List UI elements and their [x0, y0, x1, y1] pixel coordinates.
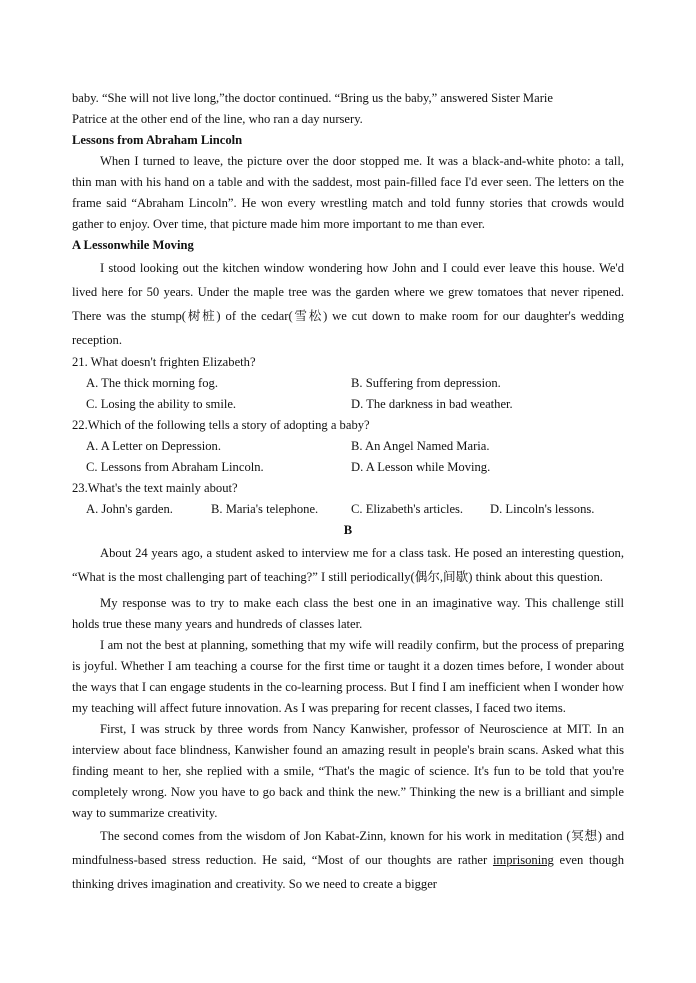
part-b-paragraph-5 [72, 824, 624, 896]
question-21-stem: 21. What doesn't frighten Elizabeth? [72, 355, 256, 369]
section-text-lincoln: When I turned to leave, the picture over the door stopped me. It was a black-and-white photo: a tall, thin man with his hand on a table and with the saddest, most pain-filled face I'd ever seen. The letters on the frame said “Abraham Lincoln”. He won every wrestling match and told funny stories that crowds would gather to enjoy. Over time, that picture made him more important to me than ever. [72, 154, 624, 231]
document-page [72, 88, 624, 896]
question-21-option-c: C. Losing the ability to smile. [86, 397, 237, 411]
question-21-option-b: B. Suffering from depression. [351, 376, 501, 390]
section-heading-lincoln: Lessons from Abraham Lincoln [72, 133, 243, 147]
intro-line-1: baby. “She will not live long,”the doctor continued. “Bring us the baby,” answered Sister Marie [72, 91, 554, 105]
question-23-options [72, 499, 624, 520]
section-heading-moving: A Lessonwhile Moving [72, 238, 194, 252]
intro-line-2: Patrice at the other end of the line, who ran a day nursery. [72, 112, 363, 126]
section-text-moving: I stood looking out the kitchen window wondering how John and I could ever leave this house. We'd lived here for 50 years. Under the maple tree was the garden where we grew tomatoes that never ripened. There was the stump(树桩) of the cedar(雪松) we cut down to make room for our daughter's wedding reception. [72, 261, 624, 347]
question-21-options-2 [72, 394, 624, 415]
question-22-options-2 [72, 457, 624, 478]
part-b-paragraph-5-start: The second comes from the wisdom of Jon Kabat-Zinn, known for his work in meditation (冥想) and mindfulness-based stress reduction. He said, “Most of our thoughts are rather [72, 829, 624, 867]
question-22-option-a: A. A Letter on Depression. [86, 439, 222, 453]
part-b-paragraph-5-end: even though thinking drives imagination and creativity. So we need to create a bigger [72, 853, 624, 891]
question-22-options [72, 436, 624, 457]
part-b-paragraph-2: My response was to try to make each class the best one in an imaginative way. This challenge still holds true these many years and hundreds of classes later. [72, 596, 624, 631]
question-22-option-c: C. Lessons from Abraham Lincoln. [86, 460, 264, 474]
question-23-stem: 23.What's the text mainly about? [72, 481, 238, 495]
question-21-option-d: D. The darkness in bad weather. [351, 397, 513, 411]
question-23-option-d: D. Lincoln's lessons. [490, 502, 595, 516]
part-b-label: B [343, 523, 353, 537]
question-23-option-b: B. Maria's telephone. [211, 502, 319, 516]
question-21-options [72, 373, 624, 394]
part-b-paragraph-1: About 24 years ago, a student asked to interview me for a class task. He posed an interesting question, “What is the most challenging part of teaching?” I still periodically(偶尔,间歇) think about this question. [72, 546, 624, 584]
question-23-option-a: A. John's garden. [86, 502, 173, 516]
question-22-option-d: D. A Lesson while Moving. [351, 460, 491, 474]
question-23-option-c: C. Elizabeth's articles. [351, 502, 464, 516]
underlined-word-imprisoning: imprisoning [492, 853, 554, 867]
part-b-paragraph-3: I am not the best at planning, something that my wife will readily confirm, but the process of preparing is joyful. Whether I am teaching a course for the first time or taught it a dozen times before, I wonder about the ways that I can engage students in the co-learning process. But I find I am inefficient when I wonder how my teaching will affect future innovation. As I was preparing for recent classes, I faced two items. [72, 638, 624, 715]
question-22-stem: 22.Which of the following tells a story of adopting a baby? [72, 418, 370, 432]
question-21-option-a: A. The thick morning fog. [86, 376, 218, 390]
part-b-paragraph-4: First, I was struck by three words from Nancy Kanwisher, professor of Neuroscience at MIT. In an interview about face blindness, Kanwisher found an amazing result in people's brain scans. Asked what this finding meant to her, she replied with a smile, “That's the magic of science. It's fun to be told that you're completely wrong. Now you have to go back and think the new.” Thinking the new is a brilliant and simple way to summarize creativity. [72, 722, 624, 820]
question-22-option-b: B. An Angel Named Maria. [351, 439, 490, 453]
